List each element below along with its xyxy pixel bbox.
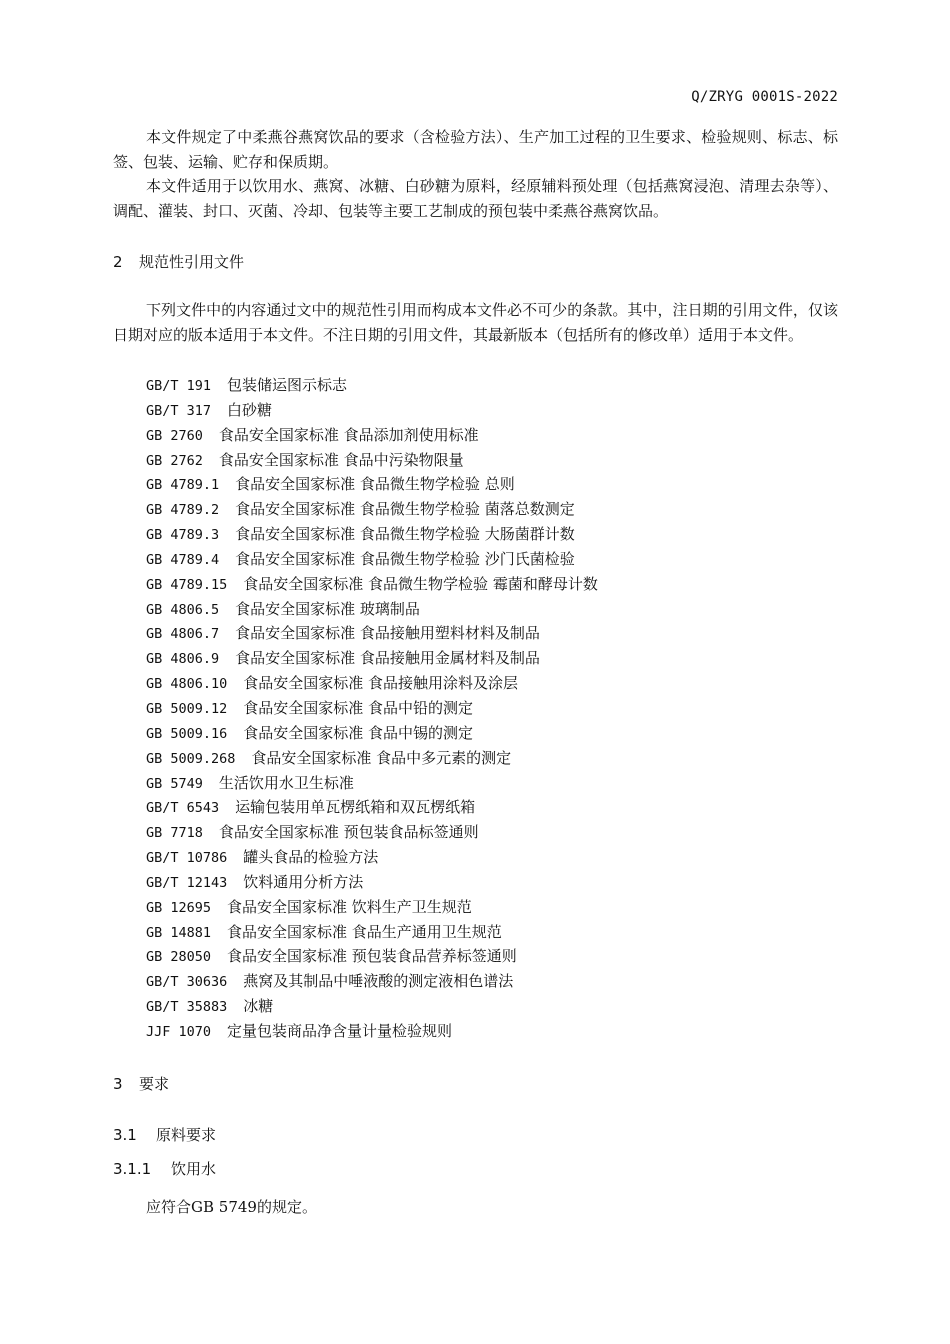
section-2-title: 规范性引用文件 bbox=[139, 253, 245, 271]
reference-item bbox=[146, 944, 598, 969]
section-3-title: 要求 bbox=[139, 1075, 170, 1093]
reference-title: 食品安全国家标准 食品中污染物限量 bbox=[218, 450, 464, 469]
section-3-1-heading bbox=[113, 1124, 216, 1145]
reference-title: 食品安全国家标准 食品生产通用卫生规范 bbox=[227, 922, 502, 941]
reference-code: GB 12695 bbox=[146, 899, 212, 916]
reference-item bbox=[146, 845, 598, 870]
reference-item bbox=[146, 895, 598, 920]
section-2-number: 2 bbox=[113, 253, 123, 271]
reference-code: GB 4806.7 bbox=[146, 626, 220, 643]
reference-item bbox=[146, 522, 598, 547]
reference-code: GB/T 10786 bbox=[146, 850, 228, 867]
reference-title: 食品安全国家标准 食品中多元素的测定 bbox=[251, 748, 512, 767]
reference-code: GB 4789.2 bbox=[146, 502, 220, 519]
reference-code: GB 28050 bbox=[146, 949, 212, 966]
reference-title: 食品安全国家标准 食品接触用涂料及涂层 bbox=[243, 674, 519, 693]
reference-code: GB/T 191 bbox=[146, 378, 212, 394]
reference-item bbox=[146, 547, 598, 572]
reference-item bbox=[146, 820, 598, 845]
section-3-heading bbox=[113, 1073, 169, 1094]
reference-title: 饮料通用分析方法 bbox=[243, 872, 364, 891]
reference-item bbox=[146, 423, 598, 448]
reference-code: GB 4806.10 bbox=[146, 676, 228, 693]
reference-code: GB/T 30636 bbox=[146, 974, 228, 991]
reference-title: 食品安全国家标准 食品微生物学检验 菌落总数测定 bbox=[235, 500, 575, 519]
reference-title: 燕窝及其制品中唾液酸的测定液相色谱法 bbox=[243, 972, 514, 991]
reference-item bbox=[146, 746, 598, 771]
reference-title: 食品安全国家标准 食品接触用金属材料及制品 bbox=[235, 649, 540, 668]
reference-title: 食品安全国家标准 食品微生物学检验 总则 bbox=[235, 475, 515, 494]
reference-title: 运输包装用单瓦楞纸箱和双瓦楞纸箱 bbox=[235, 798, 476, 817]
reference-title: 食品安全国家标准 食品接触用塑料材料及制品 bbox=[235, 624, 540, 643]
reference-code: JJF 1070 bbox=[146, 1023, 212, 1040]
reference-code: GB 4789.3 bbox=[146, 527, 220, 544]
reference-item bbox=[146, 721, 598, 746]
reference-code: GB 4789.1 bbox=[146, 477, 220, 494]
reference-code: GB 4806.9 bbox=[146, 651, 220, 668]
reference-item bbox=[146, 497, 598, 522]
reference-item bbox=[146, 1019, 598, 1044]
reference-item bbox=[146, 373, 598, 398]
reference-code: GB 5009.12 bbox=[146, 700, 228, 717]
reference-title: 包装储运图示标志 bbox=[227, 376, 348, 394]
reference-code: GB 4806.5 bbox=[146, 601, 220, 618]
reference-title: 食品安全国家标准 食品微生物学检验 沙门氏菌检验 bbox=[235, 549, 575, 568]
reference-code: GB 5009.16 bbox=[146, 725, 228, 742]
section-3-1-1-title: 饮用水 bbox=[171, 1160, 217, 1178]
section-3-1-1-text: 应符合GB 5749的规定。 bbox=[146, 1198, 317, 1216]
reference-code: GB 4789.15 bbox=[146, 576, 228, 593]
section-3-1-1-number: 3.1.1 bbox=[113, 1160, 152, 1178]
reference-item bbox=[146, 671, 598, 696]
reference-item bbox=[146, 795, 598, 820]
reference-title: 食品安全国家标准 玻璃制品 bbox=[235, 599, 420, 618]
section-3-1-1-heading bbox=[113, 1158, 216, 1179]
reference-item bbox=[146, 472, 598, 497]
reference-code: GB 2760 bbox=[146, 427, 203, 444]
reference-code: GB/T 35883 bbox=[146, 999, 228, 1016]
reference-item bbox=[146, 398, 598, 423]
reference-title: 食品安全国家标准 饮料生产卫生规范 bbox=[227, 897, 472, 916]
document-code: Q/ZRYG 0001S-2022 bbox=[691, 89, 838, 105]
reference-code: GB/T 317 bbox=[146, 402, 212, 419]
reference-title: 食品安全国家标准 食品微生物学检验 霉菌和酵母计数 bbox=[243, 574, 598, 593]
reference-title: 罐头食品的检验方法 bbox=[243, 848, 379, 867]
reference-title: 白砂糖 bbox=[227, 400, 273, 419]
reference-code: GB/T 6543 bbox=[146, 800, 220, 817]
reference-title: 食品安全国家标准 食品中铅的测定 bbox=[243, 698, 474, 717]
reference-item bbox=[146, 994, 598, 1019]
reference-title: 定量包装商品净含量计量检验规则 bbox=[227, 1021, 453, 1040]
reference-item bbox=[146, 969, 598, 994]
reference-code: GB 2762 bbox=[146, 452, 203, 469]
reference-item bbox=[146, 621, 598, 646]
section-2-heading bbox=[113, 251, 244, 272]
scope-paragraph-1: 本文件规定了中柔燕谷燕窝饮品的要求（含检验方法）、生产加工过程的卫生要求、检验规则、标志、标签、包装、运输、贮存和保质期。 bbox=[113, 128, 838, 171]
scope-paragraph-2: 本文件适用于以饮用水、燕窝、冰糖、白砂糖为原料，经原辅料预处理（包括燕窝浸泡、清理去杂等）、调配、灌装、封口、灭菌、冷却、包装等主要工艺制成的预包装中柔燕谷燕窝饮品。 bbox=[113, 177, 838, 220]
section-3-number: 3 bbox=[113, 1075, 123, 1093]
reference-title: 冰糖 bbox=[243, 997, 274, 1016]
section-3-1-title: 原料要求 bbox=[156, 1126, 217, 1144]
reference-code: GB/T 12143 bbox=[146, 874, 228, 891]
reference-item bbox=[146, 646, 598, 671]
reference-title: 食品安全国家标准 食品中锡的测定 bbox=[243, 723, 474, 742]
reference-code: GB 5009.268 bbox=[146, 750, 236, 767]
reference-code: GB 4789.4 bbox=[146, 551, 220, 568]
reference-code: GB 5749 bbox=[146, 775, 203, 792]
section-3-1-number: 3.1 bbox=[113, 1126, 137, 1144]
reference-code: GB 14881 bbox=[146, 924, 212, 941]
reference-item bbox=[146, 920, 598, 945]
reference-item bbox=[146, 448, 598, 473]
reference-item bbox=[146, 597, 598, 622]
reference-list bbox=[146, 373, 598, 1044]
reference-title: 食品安全国家标准 预包装食品标签通则 bbox=[218, 823, 479, 842]
reference-title: 生活饮用水卫生标准 bbox=[218, 773, 354, 792]
reference-item bbox=[146, 572, 598, 597]
reference-item bbox=[146, 696, 598, 721]
reference-title: 食品安全国家标准 食品添加剂使用标准 bbox=[218, 425, 479, 444]
reference-item bbox=[146, 771, 598, 796]
reference-title: 食品安全国家标准 预包装食品营养标签通则 bbox=[227, 947, 517, 966]
reference-item bbox=[146, 870, 598, 895]
section-2-intro: 下列文件中的内容通过文中的规范性引用而构成本文件必不可少的条款。其中，注日期的引用文件，仅该日期对应的版本适用于本文件。不注日期的引用文件，其最新版本（包括所有的修改单）适用于本文件。 bbox=[113, 301, 838, 344]
reference-title: 食品安全国家标准 食品微生物学检验 大肠菌群计数 bbox=[235, 525, 575, 544]
reference-code: GB 7718 bbox=[146, 825, 203, 842]
